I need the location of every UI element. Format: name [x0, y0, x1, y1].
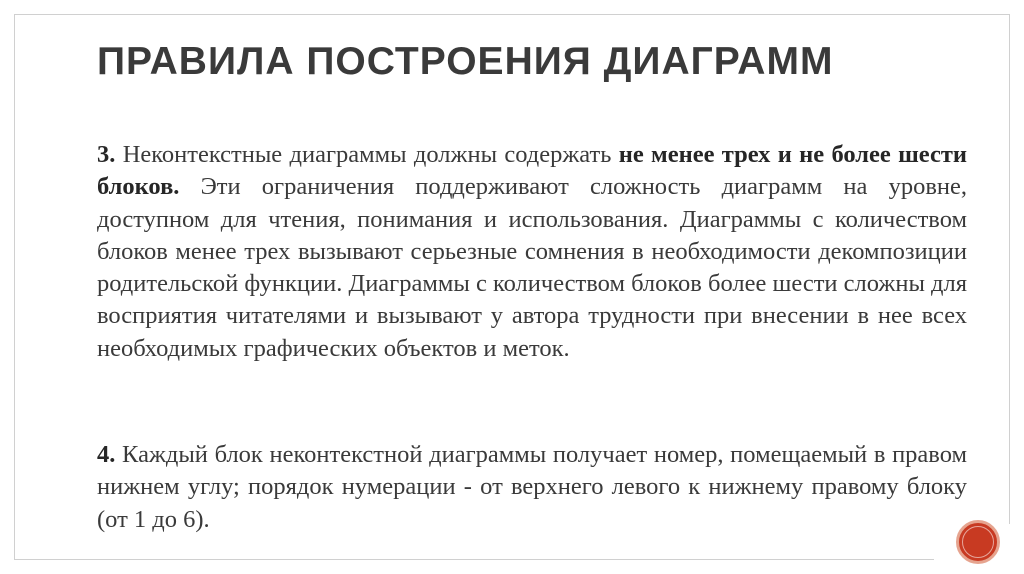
paragraph-3-number: 3. — [97, 141, 116, 168]
frame-border-left — [14, 14, 15, 560]
frame-border-bottom — [14, 559, 934, 560]
frame-border-top — [14, 14, 1010, 15]
paragraph-4-text: Каждый блок неконтекстной диаграммы получает номер, помещаемый в правом нижнем углу; порядок нумерации - от верхнего левого к нижнему правому блоку (от 1 до 6). — [97, 441, 967, 533]
decorative-circle-ring — [962, 526, 994, 558]
frame-border-right — [1009, 14, 1010, 524]
paragraph-4 — [97, 439, 967, 536]
paragraph-3-text-end: Эти ограничения поддерживают сложность диаграмм на уровне, доступном для чтения, понимания и использования. Диаграммы с количеством блоков менее трех вызывают серьезные сомнения в необходимости декомпозиции родительской функции. Диаграммы с количеством блоков более шести сложны для восприятия читателями и вызывают у автора трудности при внесении в нее всех необходимых графических объектов и меток. — [97, 173, 967, 362]
paragraph-3-bold-text: не менее трех и не более шести блоков. — [97, 141, 967, 201]
paragraph-3 — [97, 139, 967, 365]
paragraph-3-text-start: Неконтекстные диаграммы должны содержать — [115, 141, 619, 168]
slide-title: ПРАВИЛА ПОСТРОЕНИЯ ДИАГРАММ — [97, 40, 834, 83]
paragraph-4-number: 4. — [97, 441, 116, 468]
